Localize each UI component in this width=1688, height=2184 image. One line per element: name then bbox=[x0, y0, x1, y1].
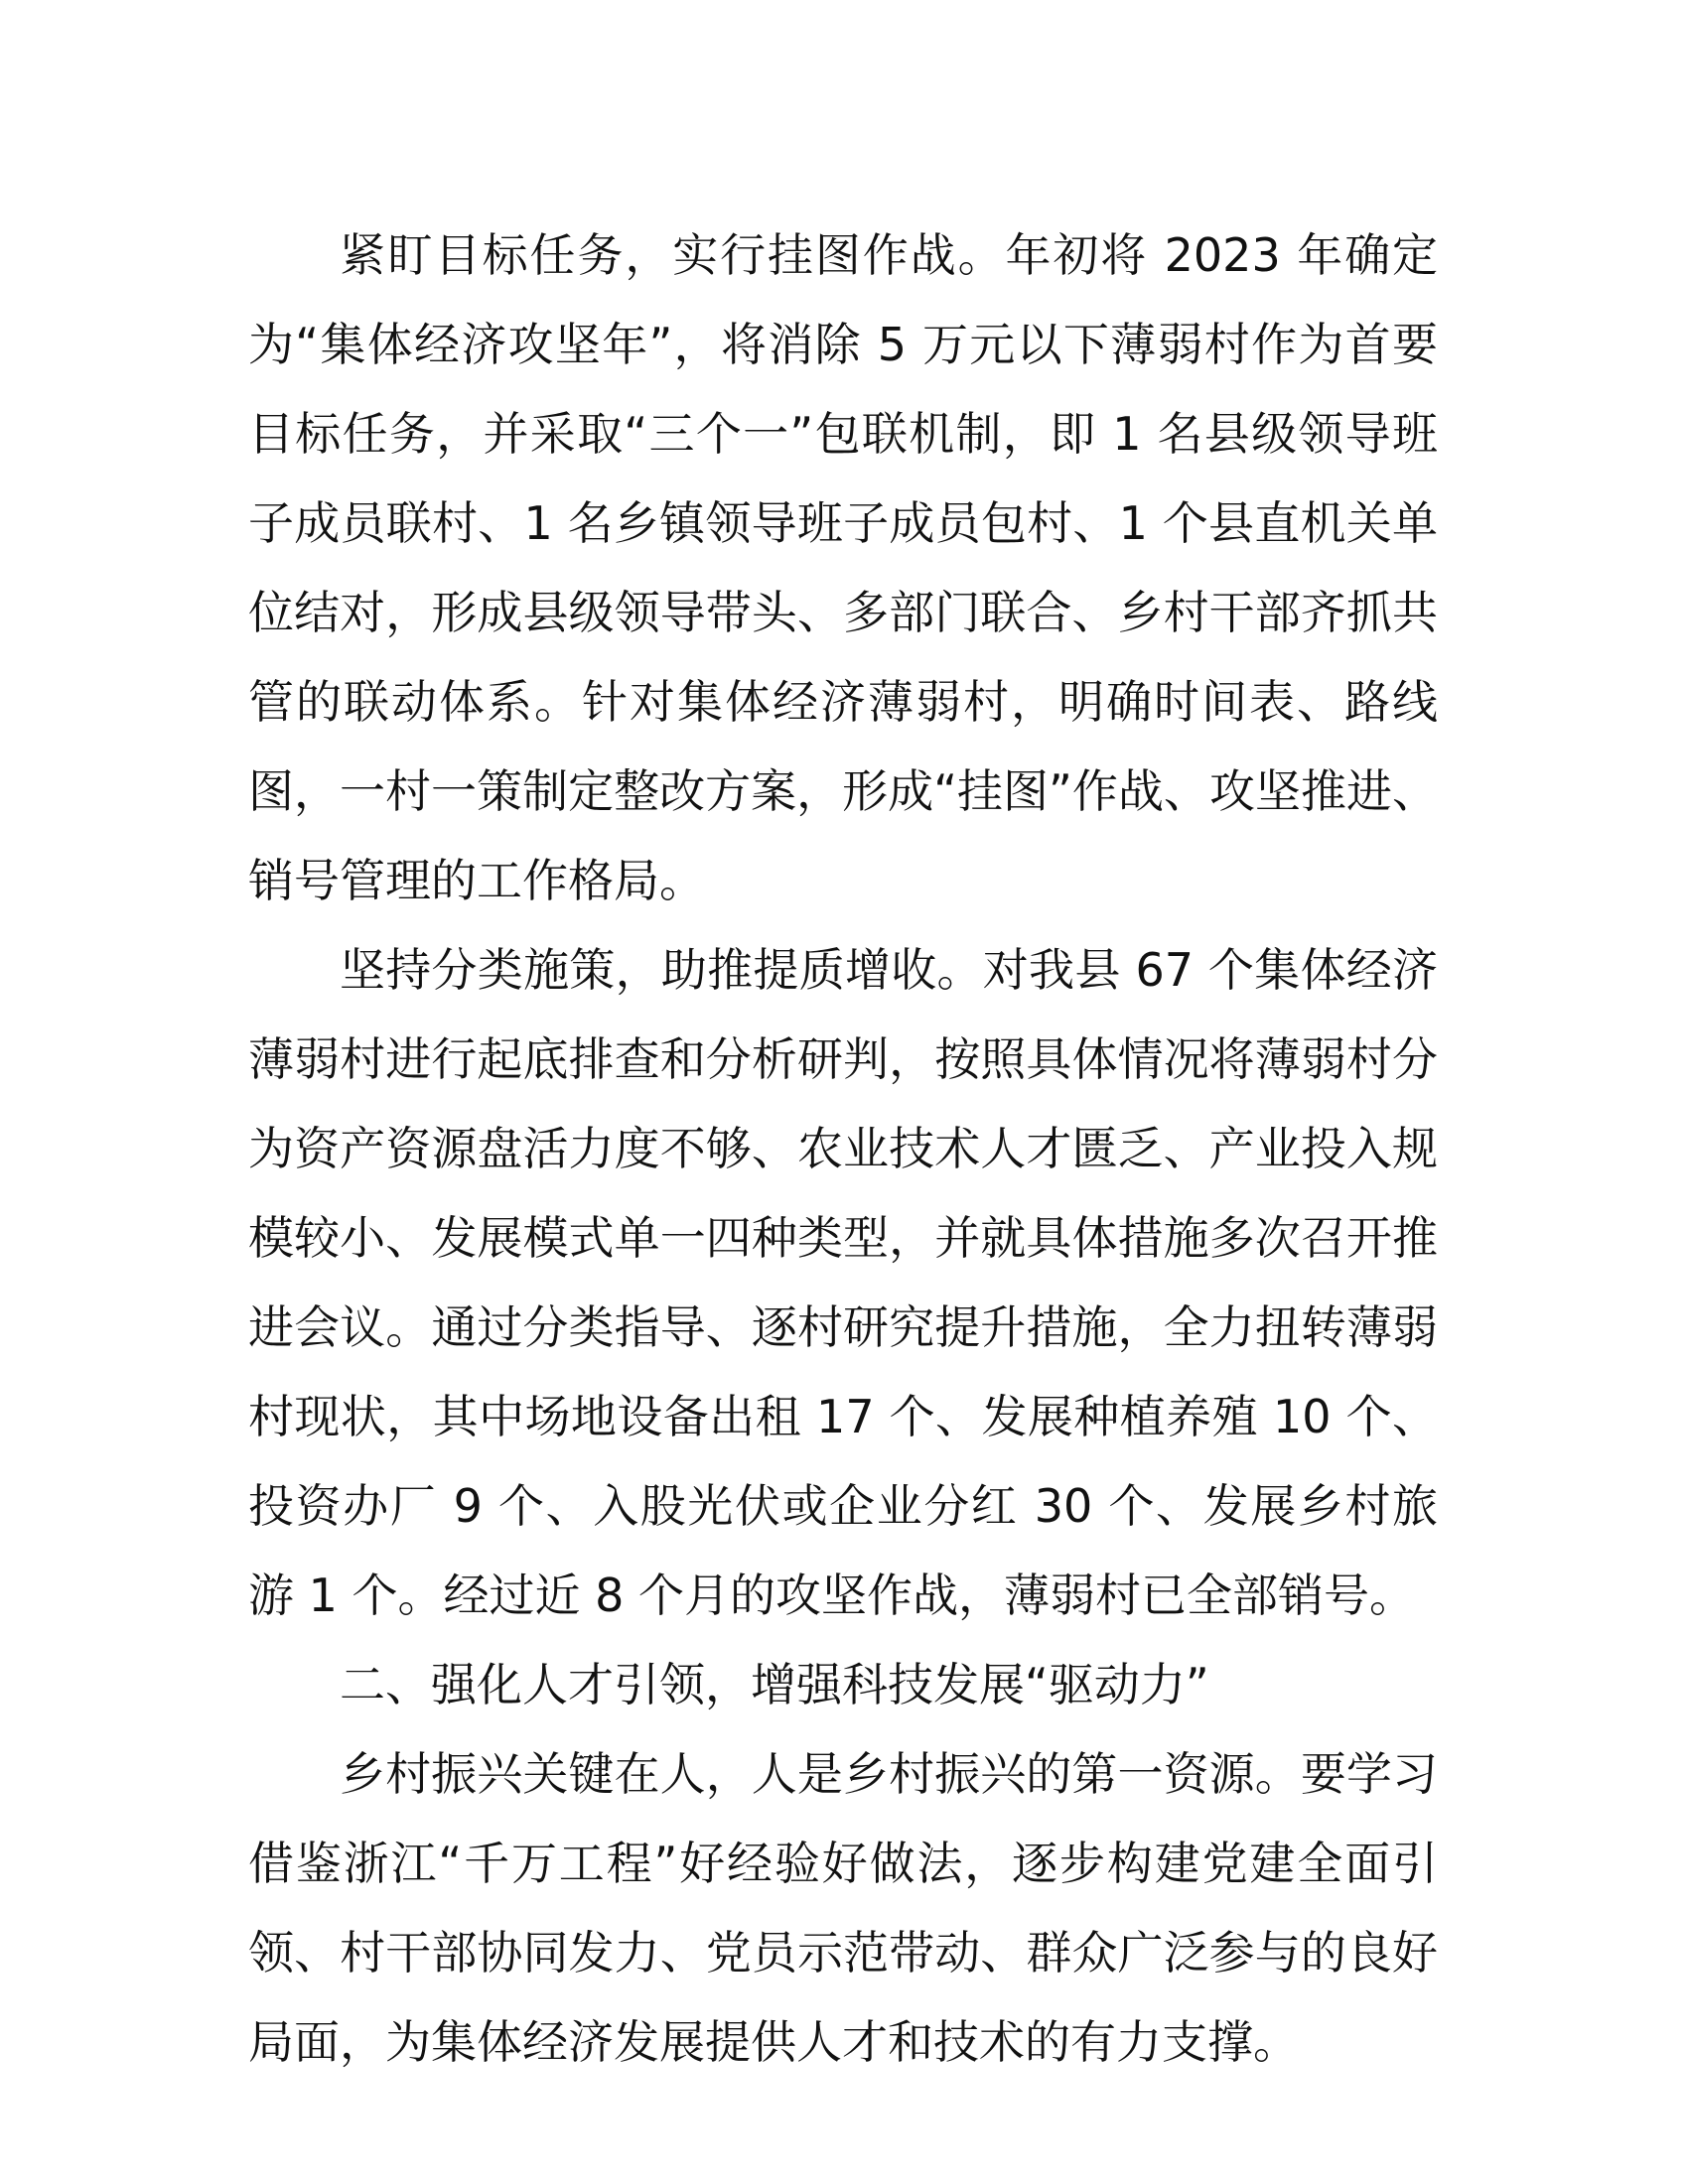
paragraph-target-tasks: 紧盯目标任务，实行挂图作战。年初将 2023 年确定为“集体经济攻坚年”，将消除 5 万元以下薄弱村作为首要目标任务，并采取“三个一”包联机制，即 1 名县级领导班子成员联村、1 名乡镇领导班子成员包村、1 个县直机关单位结对，形成县级领导带头、多部门联合、乡村干部齐抓共管的联动体系。针对集体经济薄弱村，明确时间表、路线图，一村一策制定整改方案，形成“挂图”作战、攻坚推进、销号管理的工作格局。 bbox=[248, 228, 1438, 907]
document-body bbox=[248, 210, 1438, 2087]
paragraph-classified-policies: 坚持分类施策，助推提质增收。对我县 67 个集体经济薄弱村进行起底排查和分析研判，按照具体情况将薄弱村分为资产资源盘活力度不够、农业技术人才匮乏、产业投入规模较小、发展模式单一四种类型，并就具体措施多次召开推进会议。通过分类指导、逐村研究提升措施，全力扭转薄弱村现状，其中场地设备出租 17 个、发展种植养殖 10 个、投资办厂 9 个、入股光伏或企业分红 30 个、发展乡村旅游 1 个。经过近 8 个月的攻坚作战，薄弱村已全部销号。 bbox=[248, 943, 1438, 1622]
paragraph-talent-support: 乡村振兴关键在人，人是乡村振兴的第一资源。要学习借鉴浙江“千万工程”好经验好做法，逐步构建党建全面引领、村干部协同发力、党员示范带动、群众广泛参与的良好局面，为集体经济发展提供人才和技术的有力支撑。 bbox=[248, 1747, 1438, 2069]
section-heading-talent: 二、强化人才引领，增强科技发展“驱动力” bbox=[340, 1658, 1209, 1711]
